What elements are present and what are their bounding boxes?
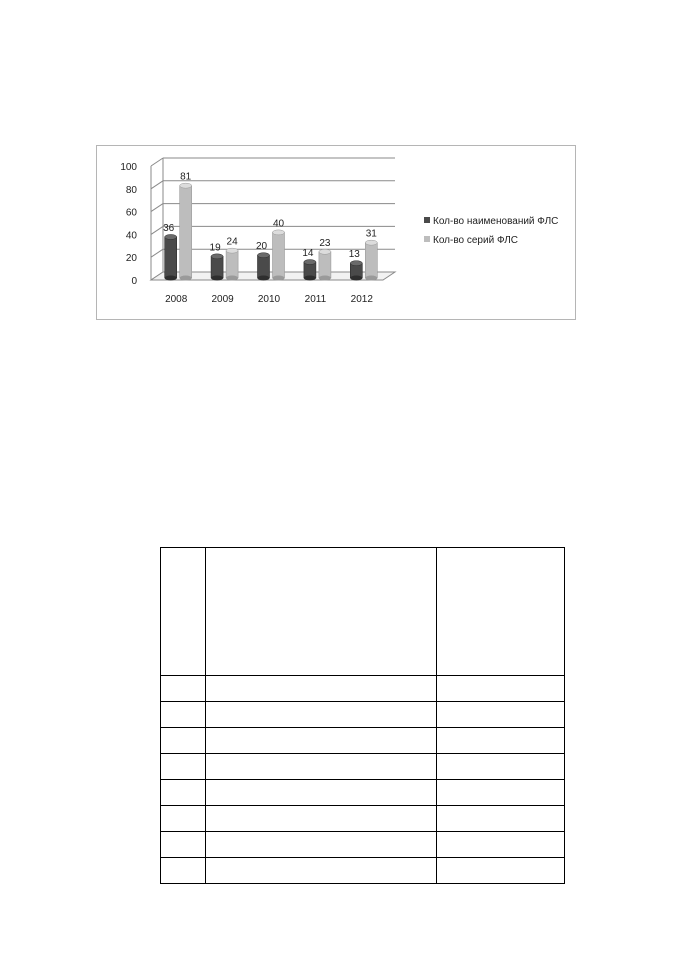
table-cell [206, 727, 437, 753]
table-row [161, 753, 565, 779]
table-cell [436, 857, 564, 883]
table-cell [161, 727, 206, 753]
bar-top [319, 249, 331, 254]
table-cell [436, 753, 564, 779]
data-label: 40 [272, 218, 285, 230]
bar-series [226, 251, 238, 278]
table-cell [436, 779, 564, 805]
table-row [161, 727, 565, 753]
y-tick-label: 60 [125, 207, 137, 219]
bar-top [350, 261, 362, 266]
legend-swatch [424, 217, 430, 223]
table-cell [161, 779, 206, 805]
bar-base [180, 276, 192, 281]
data-label: 20 [255, 241, 268, 253]
bar-top [273, 230, 285, 235]
table-cell [161, 831, 206, 857]
table-cell [161, 753, 206, 779]
table-cell [436, 727, 564, 753]
gridline-diag [151, 181, 163, 189]
x-category-label: 2009 [211, 294, 234, 305]
table-cell [206, 675, 437, 701]
bar-base [350, 276, 362, 281]
bar-series [365, 243, 377, 278]
x-category-label: 2008 [165, 294, 188, 305]
table-cell [206, 701, 437, 727]
table-cell [206, 857, 437, 883]
bar-top [226, 248, 238, 253]
gridline-diag [151, 204, 163, 212]
bar-top [304, 260, 316, 265]
table-cell [161, 675, 206, 701]
table-cell [436, 548, 564, 676]
table-cell [161, 701, 206, 727]
table-cell [436, 805, 564, 831]
data-label: 23 [319, 237, 331, 249]
bar-base [165, 276, 177, 281]
table-cell [161, 857, 206, 883]
x-category-label: 2011 [304, 294, 327, 305]
data-label: 36 [163, 222, 175, 234]
bar-top [258, 253, 270, 258]
table-row [161, 805, 565, 831]
gridline-diag [151, 249, 163, 257]
bar-names [211, 256, 223, 278]
table-cell [206, 831, 437, 857]
bar-base [365, 276, 377, 281]
bar-base [273, 276, 285, 281]
bar-top [180, 183, 192, 188]
table-cell [436, 675, 564, 701]
table-cell [161, 805, 206, 831]
y-tick-label: 40 [125, 230, 137, 242]
bar-series [180, 186, 192, 278]
x-category-label: 2010 [257, 294, 281, 305]
table-header-row [161, 548, 565, 676]
y-tick-label: 100 [120, 162, 137, 173]
data-label: 31 [365, 228, 377, 240]
table-row [161, 675, 565, 701]
table-row [161, 831, 565, 857]
table-row [161, 701, 565, 727]
table-cell [206, 779, 437, 805]
bar-base [258, 276, 270, 281]
bar-top [165, 234, 177, 239]
legend-swatch [424, 236, 430, 242]
bar-base [304, 276, 316, 281]
data-label: 24 [226, 236, 238, 248]
table-cell [436, 701, 564, 727]
bar-base [226, 276, 238, 281]
data-label: 14 [302, 248, 314, 260]
y-tick-label: 20 [125, 253, 137, 265]
bar-series [273, 232, 285, 278]
bar-series [319, 252, 331, 278]
y-tick-label: 0 [131, 276, 137, 287]
data-label: 19 [209, 242, 221, 254]
y-tick-label: 80 [125, 184, 137, 196]
bar-top [211, 254, 223, 259]
bar-chart [97, 146, 575, 319]
data-table [160, 547, 565, 884]
table-cell [206, 548, 437, 676]
bar-names [258, 255, 270, 278]
table-row [161, 857, 565, 883]
x-category-label: 2012 [350, 294, 373, 305]
data-label: 81 [180, 171, 192, 183]
gridline-diag [151, 226, 163, 234]
table-row [161, 779, 565, 805]
bar-top [365, 240, 377, 245]
chart-container [96, 145, 576, 320]
bar-names [165, 237, 177, 278]
legend-label: Кол-во серий ФЛС [433, 235, 518, 246]
legend-label: Кол-во наименований ФЛС [433, 216, 559, 227]
data-label: 13 [348, 249, 360, 261]
gridline-diag [151, 158, 163, 166]
bar-base [211, 276, 223, 281]
table-cell [436, 831, 564, 857]
table-cell [206, 753, 437, 779]
bar-base [319, 276, 331, 281]
table-cell [161, 548, 206, 676]
table-cell [206, 805, 437, 831]
